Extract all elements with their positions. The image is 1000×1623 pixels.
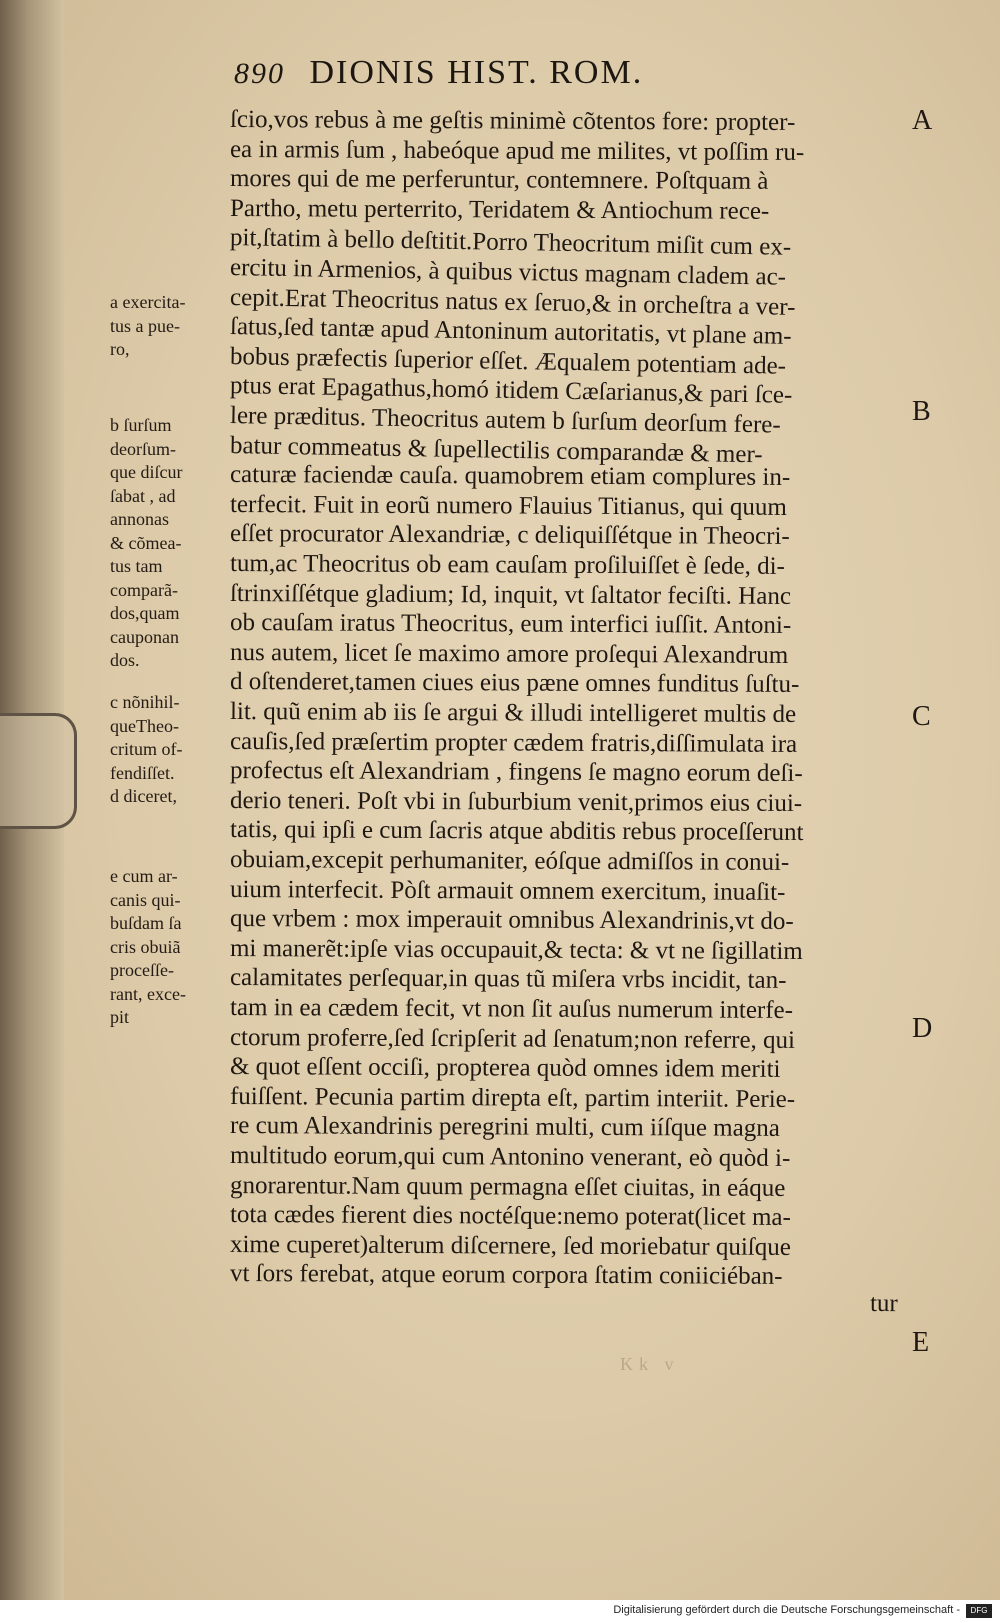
running-title: DIONIS HIST. ROM.	[309, 54, 644, 91]
text-line: ea in armis ſum , habeóque apud me milites, vt poſſim ru-	[229, 135, 805, 166]
margin-note-line: tus a pue-	[110, 315, 180, 336]
page-header	[234, 54, 834, 94]
margin-note-line: rant, exce-	[110, 983, 186, 1004]
text-line: calamitates perſequar,in quas tũ miſera vrbs incidit, tan-	[229, 964, 787, 995]
text-line: Partho, metu perterrito, Teridatem & Antiochum rece-	[229, 194, 770, 225]
text-line: nus autem, licet ſe maximo amore proſequi Alexandrum	[229, 638, 789, 669]
signature-mark: Kk v	[620, 1354, 680, 1374]
text-line: ob cauſam iratus Theocritus, eum interfici iuſſit. Antoni-	[229, 609, 792, 640]
margin-note-line: dos,quam	[110, 603, 180, 623]
text-line: batur commeatus & ſupellectilis comparandæ & mer-	[229, 431, 763, 468]
margin-note-line: annonas	[110, 509, 169, 529]
text-line: profectus eſt Alexandriam , fingens ſe magno eorum deſi-	[229, 757, 803, 788]
margin-note-line: critum of-	[110, 739, 183, 759]
margin-note-line: b ſurſum	[110, 415, 172, 435]
margin-note-line: pit	[110, 1007, 130, 1027]
section-marker-d: D	[912, 1013, 933, 1044]
text-line: pit,ſtatim à bello deſtitit.Porro Theocritum miſit cum ex-	[229, 224, 792, 262]
text-line: terfecit. Fuit in eorũ numero Flauius Titianus, qui quum	[229, 490, 787, 521]
text-line: derio teneri. Poſt vbi in ſuburbium venit,primos eius ciui-	[229, 786, 803, 817]
text-line: fuiſſent. Pecunia partim direpta eſt, partim interiit. Perie-	[229, 1082, 796, 1113]
section-marker-a: A	[912, 105, 933, 136]
text-line: ſatus,ſed tantæ apud Antoninum autoritatis, vt plane am-	[229, 313, 792, 350]
footer-credit: Digitalisierung gefördert durch die Deutsche Forschungsgemeinschaft -	[613, 1604, 960, 1616]
text-line: lit. quũ enim ab iis ſe argui & illudi intelligeret multis de	[229, 698, 797, 728]
margin-note-line: ro,	[110, 339, 130, 359]
margin-note-line: que diſcur	[110, 462, 183, 482]
text-line: tum,ac Theocritus ob eam cauſam proſiluiſſet è ſede, di-	[229, 550, 785, 580]
margin-note-line: c nõnihil-	[110, 692, 180, 712]
text-line: tatis, qui ipſi e cum ſacris atque abditis rebus proceſſerunt	[229, 816, 804, 847]
text-line: mores qui de me perferuntur, contemnere. Poſtquam à	[229, 165, 769, 196]
text-line: & quot eſſent occiſi, propterea quòd omnes idem meriti	[229, 1053, 781, 1084]
text-line: obuiam,excepit perhumaniter, eóſque admiſſos in conui-	[229, 846, 790, 876]
text-line: d oſtenderet,tamen ciues eius pæne omnes funditus ſuſtu-	[229, 668, 800, 699]
text-line: gnorarentur.Nam quum permagna eſſet ciuitas, in eáque	[229, 1171, 786, 1202]
margin-note-line: proceſſe-	[110, 960, 174, 980]
text-line: mi manerẽt:ipſe vias occupauit,& tecta: & vt ne ſigillatim	[229, 934, 803, 965]
margin-note-line: dos.	[110, 650, 140, 670]
text-line: caturæ faciendæ cauſa. quamobrem etiam complures in-	[229, 461, 791, 492]
text-line: xime cuperet)alterum diſcernere, ſed moriebatur quiſque	[229, 1230, 791, 1261]
section-marker-c: C	[912, 701, 931, 732]
margin-note-line: buſdam ſa	[110, 913, 182, 933]
text-line: cepit.Erat Theocritus natus ex ſeruo,& in orcheſtra a ver-	[229, 283, 796, 321]
page-number: 890	[234, 57, 285, 90]
margin-note-line: canis qui-	[110, 889, 181, 910]
text-line: ercitu in Armenios, à quibus victus magnam cladem ac-	[229, 254, 787, 291]
text-line: tota cædes fierent dies noctéſque:nemo poterat(licet ma-	[229, 1201, 791, 1232]
margin-note-line: d diceret,	[110, 786, 177, 806]
text-line: ſtrinxiſſétque gladium; Id, inquit, vt ſaltator feciſti. Hanc	[229, 579, 792, 610]
text-line: cauſis,ſed præſertim propter cædem fratris,diſſimulata ira	[229, 727, 798, 758]
margin-note-line: fendiſſet.	[110, 762, 175, 783]
margin-note-line: tus tam	[110, 556, 163, 576]
text-line: multitudo eorum,qui cum Antonino venerant, eò quòd i-	[229, 1142, 791, 1172]
margin-note-line: cris obuiã	[110, 936, 181, 957]
margin-note-line: e cum ar-	[110, 866, 178, 886]
text-line: re cum Alexandrinis peregrini multi, cum iíſque magna	[229, 1112, 780, 1143]
text-line: ctorum proferre,ſed ſcripſerit ad ſenatum;non referre, qui	[229, 1023, 796, 1054]
text-line: ſcio,vos rebus à me geſtis minimè cõtentos fore: propter-	[229, 106, 796, 136]
text-line: ptus erat Epagathus,homó itidem Cæſarianus,& pari ſce-	[229, 372, 793, 410]
margin-note-line: cauponan	[110, 626, 179, 647]
text-line: vt ſors ferebat, atque eorum corpora ſtatim coniiciéban-	[229, 1260, 783, 1291]
text-line: uium interfecit. Pòſt armauit omnem exercitum, inuaſit-	[229, 875, 786, 906]
section-marker-e: E	[912, 1327, 930, 1358]
margin-note-line: ſabat , ad	[110, 485, 176, 506]
section-marker-b: B	[912, 396, 931, 427]
text-line: eſſet procurator Alexandriæ, c deliquiſſétque in Theocri-	[229, 520, 790, 551]
text-line: lere præditus. Theocritus autem b ſurſum deorſum fere-	[229, 402, 781, 439]
dfg-logo: DFG	[966, 1604, 992, 1618]
book-clasp	[0, 713, 77, 829]
margin-note-line: & cõmea-	[110, 532, 182, 553]
text-line: tam in ea cædem fecit, vt non ſit auſus numerum interfe-	[229, 994, 794, 1024]
margin-note-line: comparã-	[110, 579, 178, 600]
text-line: bobus præfectis ſuperior eſſet. Æqualem potentiam ade-	[229, 342, 787, 380]
text-line: tur	[869, 1290, 898, 1318]
digitization-footer	[0, 1600, 1000, 1623]
text-line: que vrbem : mox imperauit omnibus Alexandrinis,vt do-	[229, 905, 794, 936]
margin-note-line: deorſum-	[110, 438, 176, 459]
margin-note-line: a exercita-	[110, 292, 186, 312]
margin-note-line: queTheo-	[110, 715, 179, 736]
